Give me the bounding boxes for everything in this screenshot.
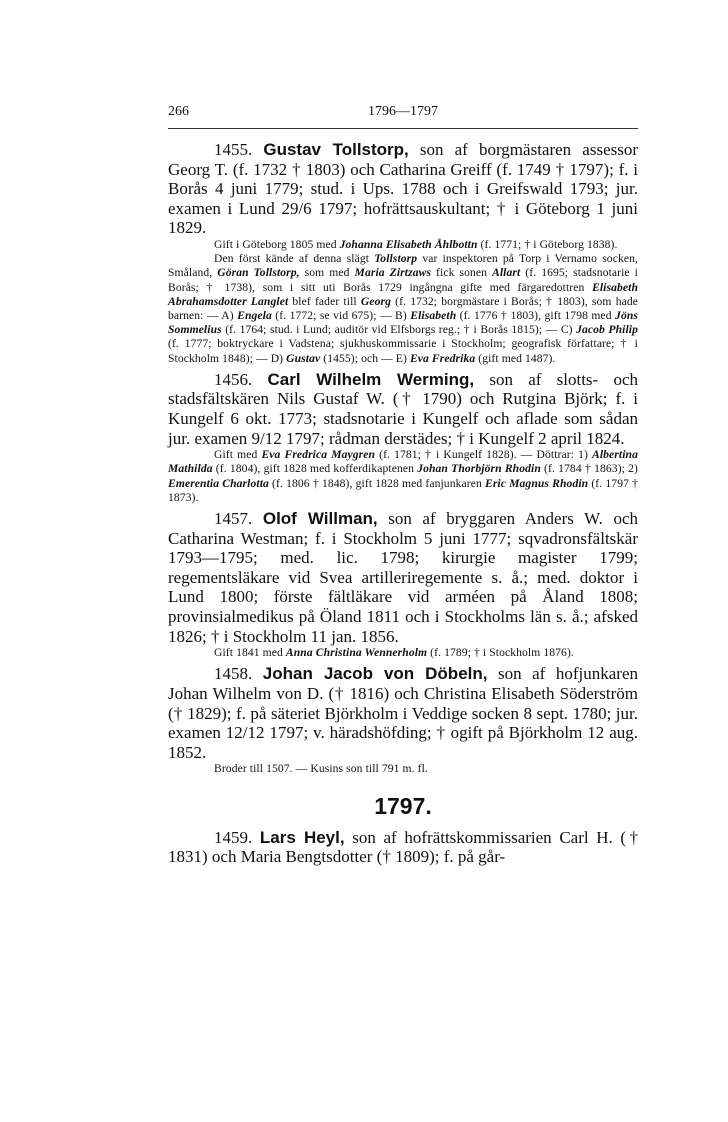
entry-number: 1457. [214, 508, 253, 528]
entry-1457 [168, 509, 638, 646]
entry-name: Lars Heyl, [259, 827, 345, 847]
entry-number: 1458. [214, 664, 253, 684]
page-header [168, 104, 638, 126]
page-text [168, 130, 638, 867]
entry-body: son af bryggaren Anders W. och Catharina Westman; f. i Stockholm 5 juni 1777; sqvadronsfältskär 1793—1795; med. lic. 1798; kirurgie magister 1799; regementsläkare vid Svea artilleriregemente s. å.; med. doktor i Lund 1800; förste fältläkare vid arméen på Åland 1808; provinsialmedikus på Öland 1811 och i Stockholms län s. å.; afsked 1826; † i Stockholm 11 jan. 1856. [168, 508, 639, 646]
entry-note: Den först kände af denna slägt Tollstorp var inspektoren på Torp i Vernamo socken, Småland, Göran Tollstorp, som med Maria Zirtzaws fick sonen Allart (f. 1695; stadsnotarie i Borås; † 1738), som i sitt uti Borås 1729 ingångna gifte med färgaredottren Elisabeth Abrahamsdotter Langlet blef fader till Georg (f. 1732; borgmästare i Borås; † 1803), som hade barnen: — A) Engela (f. 1772; se vid 675); — B) Elisabeth (f. 1776 † 1803), gift 1798 med Jöns Sommelius (f. 1764; stud. i Lund; auditör vid Elfsborgs reg.; † i Borås 1815); — C) Jacob Philip (f. 1777; boktryckare i Vadstena; sjukhuskommissarie i Stockholm; geografisk författare; † i Stockholm 1848); — D) Gustav (1455); och — E) Eva Fredrika (gift med 1487). [168, 252, 639, 365]
entry-name: Carl Wilhelm Werming, [267, 369, 475, 389]
page-number: 266 [168, 104, 189, 119]
year-heading: 1797. [374, 792, 432, 819]
entry-number: 1455. [214, 140, 253, 159]
entry-body: son af hofrättskommissarien Carl H. († 1831) och Maria Bengtsdotter († 1809); f. på går- [168, 827, 638, 867]
entry-body: son af hofjunkaren Johan Wilhelm von D. († 1816) och Christina Elisabeth Söderström († 1829); f. på säteriet Björkholm i Veddige socken 8 sept. 1780; jur. examen 12/12 1797; v. häradshöfding; † ogift på Björkholm 12 aug. 1852. [168, 664, 638, 762]
year-range: 1796—1797 [368, 104, 438, 119]
entry-1459 [168, 828, 638, 867]
entry-1455 [168, 140, 638, 238]
entry-name: Johan Jacob von Döbeln, [262, 664, 488, 684]
header-rule [168, 128, 638, 129]
entry-note: Gift med Eva Fredrica Maygren (f. 1781; † i Kungelf 1828). — Döttrar: 1) Albertina Mathilda (f. 1804), gift 1828 med kofferdikaptenen Johan Thorbjörn Rhodin (f. 1784 † 1863); 2) Emerentia Charlotta (f. 1806 † 1848), gift 1828 med fanjunkaren Eric Magnus Rhodin (f. 1797 † 1873). [168, 448, 639, 504]
entry-body: son af slotts- och stadsfältskären Nils Gustaf W. († 1790) och Rutgina Björk; f. i Kungelf 6 okt. 1773; stadsnotarie i Kungelf och aflade som sådan jur. examen 9/12 1797; rådman derstädes; † i Kungelf 2 april 1824. [168, 369, 638, 448]
entry-1458 [168, 664, 638, 762]
entry-number: 1456. [214, 369, 253, 389]
entry-note: Broder till 1507. — Kusins son till 791 m. fl. [214, 762, 428, 776]
entry-note: Gift i Göteborg 1805 med Johanna Elisabeth Åhlbottn (f. 1771; † i Göteborg 1838). [214, 237, 618, 251]
entry-body: son af borgmästaren assessor Georg T. (f. 1732 † 1803) och Catharina Greiff (f. 1749 † 1797); f. i Borås 4 juni 1779; stud. i Ups. 1788 och i Greifswald 1793; jur. examen i Lund 29/6 1797; hofrättsauskultant; † i Göteborg 1 juni 1829. [168, 140, 639, 238]
entry-1456 [168, 370, 638, 448]
entry-name: Olof Willman, [262, 508, 378, 528]
entry-name: Gustav Tollstorp, [263, 140, 409, 159]
entry-number: 1459. [214, 827, 253, 847]
entry-note: Gift 1841 med Anna Christina Wennerholm (f. 1789; † i Stockholm 1876). [214, 646, 574, 660]
